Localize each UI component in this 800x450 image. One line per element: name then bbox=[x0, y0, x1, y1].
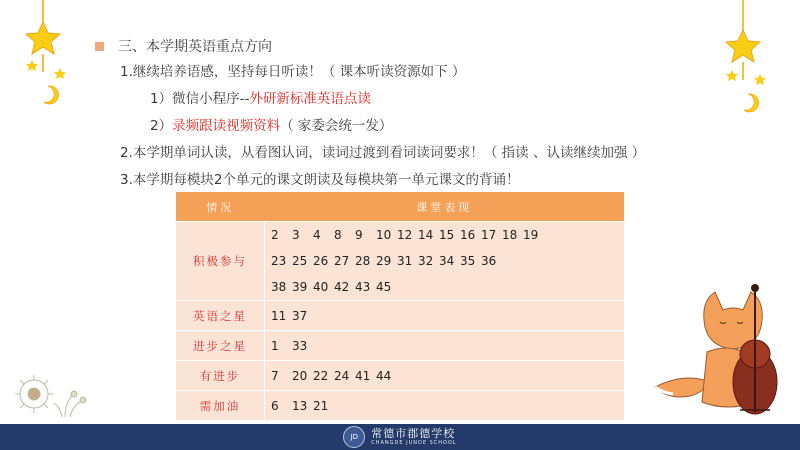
number-line bbox=[271, 363, 624, 389]
student-number: 33 bbox=[292, 338, 308, 353]
row-student-numbers bbox=[265, 391, 625, 421]
number-line bbox=[271, 393, 624, 419]
row-student-numbers bbox=[265, 301, 625, 331]
student-number: 23 bbox=[271, 254, 287, 268]
point-3: 3.本学期每模块2个单元的课文朗读及每模块第一单元课文的背诵！ bbox=[120, 172, 520, 188]
student-number: 31 bbox=[397, 254, 413, 268]
student-number: 44 bbox=[376, 368, 392, 383]
student-number: 42 bbox=[334, 280, 350, 294]
item-2-suffix: （ 家委会统一发） bbox=[280, 118, 393, 134]
student-number: 21 bbox=[313, 398, 329, 413]
header-situation: 情况 bbox=[176, 192, 265, 222]
school-brand bbox=[343, 426, 456, 448]
student-number: 37 bbox=[292, 308, 308, 323]
student-number: 6 bbox=[271, 398, 279, 413]
table-row bbox=[176, 391, 624, 421]
student-number: 36 bbox=[481, 254, 497, 268]
student-number: 24 bbox=[334, 368, 350, 383]
student-number: 25 bbox=[292, 254, 308, 268]
student-number: 3 bbox=[292, 228, 300, 242]
table-row bbox=[176, 301, 624, 331]
school-name-english: CHANGDE JUNDE SCHOOL bbox=[371, 440, 457, 446]
student-number: 38 bbox=[271, 280, 287, 294]
point-2: 2.本学期单词认读，从看图认词，读词过渡到看词读词要求！（ 指读 、认读继续加强 ） bbox=[120, 145, 646, 161]
table-header-row bbox=[176, 192, 624, 222]
bullet-square-icon bbox=[95, 42, 104, 51]
point-1-item-2 bbox=[150, 114, 392, 134]
student-number: 26 bbox=[313, 254, 329, 268]
row-label: 英语之星 bbox=[176, 301, 265, 331]
student-number: 29 bbox=[376, 254, 392, 268]
student-number: 13 bbox=[292, 398, 308, 413]
student-number: 32 bbox=[418, 254, 434, 268]
row-student-numbers bbox=[265, 222, 625, 301]
item-1-highlight: 外研新标准英语点读 bbox=[249, 91, 371, 107]
student-number: 34 bbox=[439, 254, 455, 268]
student-number: 43 bbox=[355, 280, 371, 294]
student-number: 27 bbox=[334, 254, 350, 268]
student-number: 22 bbox=[313, 368, 329, 383]
student-number: 19 bbox=[523, 228, 539, 242]
point-1: 1.继续培养语感，坚持每日听读！（ 课本听读资源如下 ） bbox=[120, 64, 466, 80]
student-number: 35 bbox=[460, 254, 476, 268]
student-number: 40 bbox=[313, 280, 329, 294]
student-number: 10 bbox=[376, 228, 392, 242]
hanging-star-right-icon bbox=[718, 0, 778, 120]
footer-bar bbox=[0, 424, 800, 450]
performance-table bbox=[176, 192, 624, 420]
student-number: 45 bbox=[376, 280, 392, 294]
row-student-numbers bbox=[265, 331, 625, 361]
student-number: 4 bbox=[313, 228, 321, 242]
school-logo-icon: JD bbox=[343, 426, 365, 448]
school-name: 常德市郡德学校 bbox=[371, 427, 456, 440]
student-number: 12 bbox=[397, 228, 413, 242]
table-row bbox=[176, 331, 624, 361]
item-1-prefix: 1）微信小程序-- bbox=[150, 91, 250, 107]
table-row bbox=[176, 361, 624, 391]
student-number: 39 bbox=[292, 280, 308, 294]
row-label: 需加油 bbox=[176, 391, 265, 421]
table-row bbox=[176, 222, 624, 301]
flower-doodle-icon bbox=[10, 372, 90, 422]
row-label: 积极参与 bbox=[176, 222, 265, 301]
fox-with-cello-icon bbox=[645, 282, 795, 422]
student-number: 18 bbox=[502, 228, 518, 242]
row-student-numbers bbox=[265, 361, 625, 391]
item-2-prefix: 2） bbox=[150, 118, 173, 134]
student-number: 11 bbox=[271, 308, 287, 323]
student-number: 17 bbox=[481, 228, 497, 242]
student-number: 14 bbox=[418, 228, 434, 242]
student-number: 41 bbox=[355, 368, 371, 383]
student-number: 7 bbox=[271, 368, 279, 383]
row-label: 有进步 bbox=[176, 361, 265, 391]
student-number: 20 bbox=[292, 368, 308, 383]
item-2-highlight: 录频跟读视频资料 bbox=[172, 118, 281, 134]
header-class-performance: 课堂表现 bbox=[265, 192, 625, 222]
number-line bbox=[271, 274, 624, 300]
section-heading-text: 三、本学期英语重点方向 bbox=[118, 39, 272, 55]
student-number: 8 bbox=[334, 228, 342, 242]
student-number: 1 bbox=[271, 338, 279, 353]
number-line bbox=[271, 222, 624, 248]
number-line bbox=[271, 248, 624, 274]
student-number: 16 bbox=[460, 228, 476, 242]
student-number: 15 bbox=[439, 228, 455, 242]
point-1-item-1 bbox=[150, 87, 371, 107]
row-label: 进步之星 bbox=[176, 331, 265, 361]
hanging-star-left-icon bbox=[18, 0, 78, 115]
student-number: 28 bbox=[355, 254, 371, 268]
student-number: 9 bbox=[355, 228, 363, 242]
student-number: 2 bbox=[271, 228, 279, 242]
number-line bbox=[271, 303, 624, 329]
number-line bbox=[271, 333, 624, 359]
section-heading bbox=[95, 36, 272, 56]
